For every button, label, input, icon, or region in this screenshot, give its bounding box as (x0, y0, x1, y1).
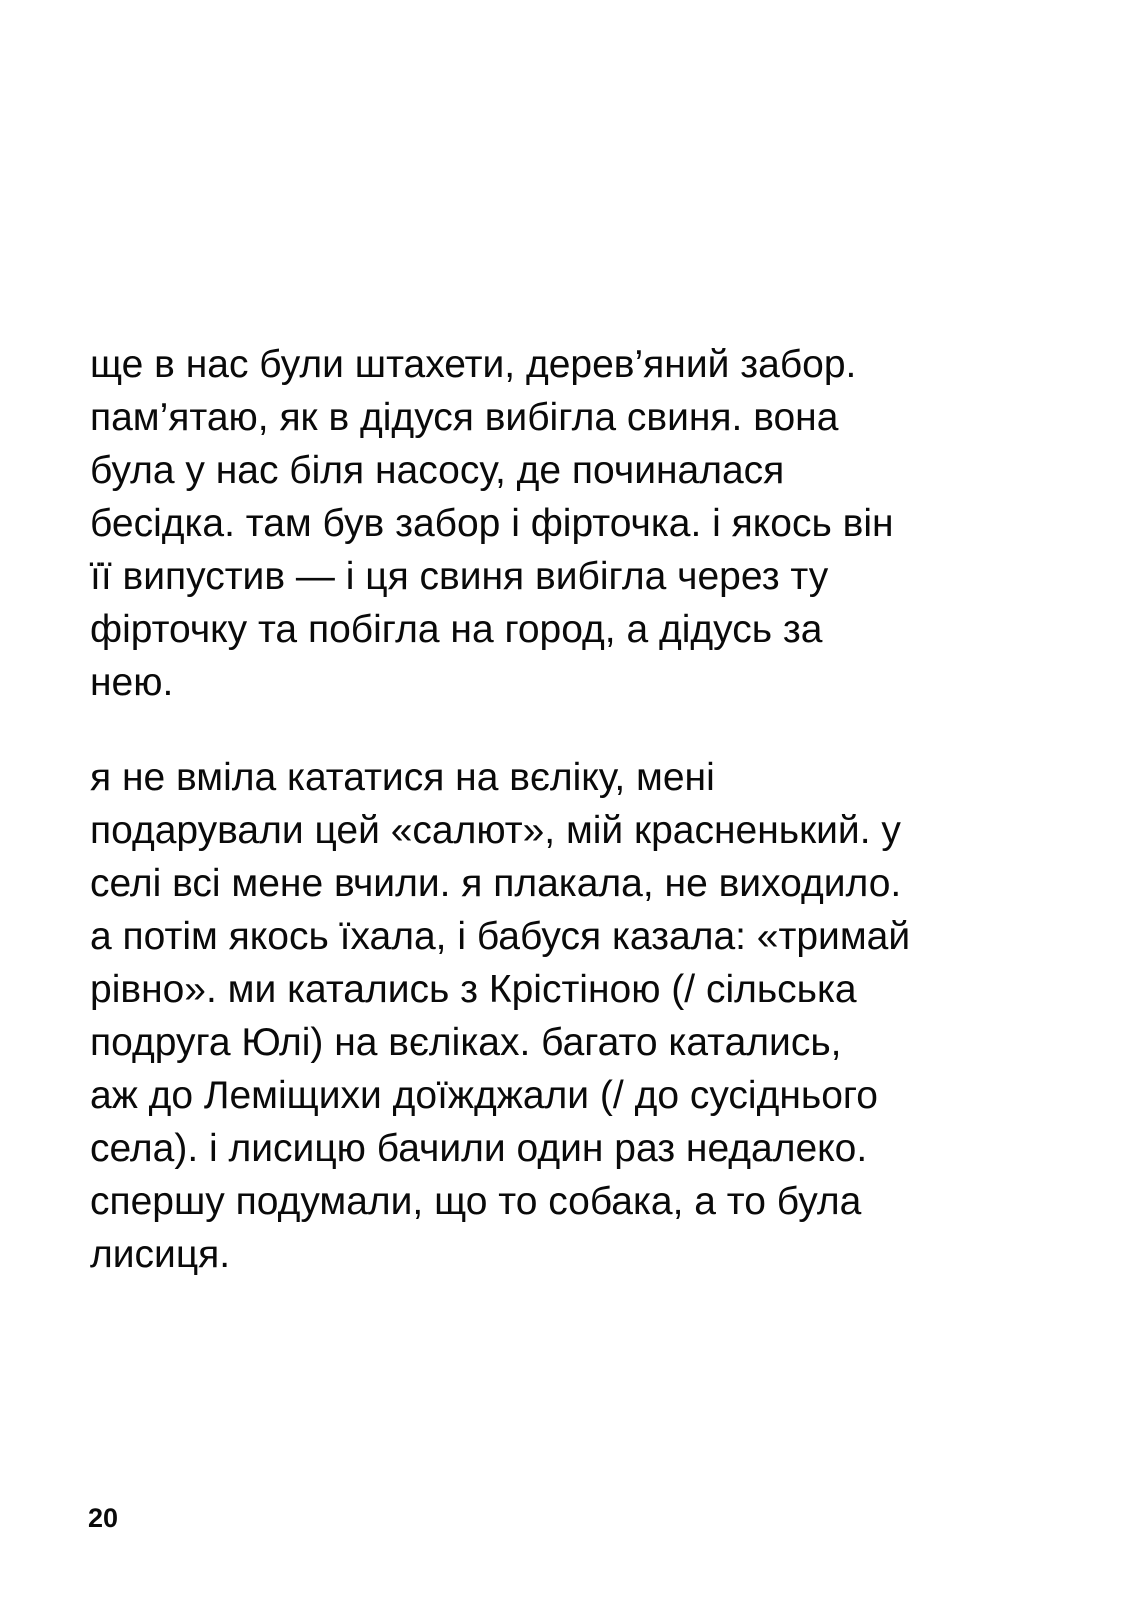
text-line: рівно». ми катались з Крістіною (/ сільська (90, 968, 857, 1011)
text-line: нею. (90, 661, 174, 704)
paragraph-2 (90, 751, 1050, 1281)
paragraph-1 (90, 338, 1050, 709)
text-line: подруга Юлі) на вєліках. багато катались, (90, 1021, 842, 1064)
text-line: фірточку та побігла на город, а дідусь за (90, 608, 823, 651)
text-line: села). і лисицю бачили один раз недалеко. (90, 1127, 868, 1170)
text-line: подарували цей «салют», мій красненький. у (90, 809, 901, 852)
text-line: селі всі мене вчили. я плакала, не виходило. (90, 862, 902, 905)
text-line: бесідка. там був забор і фірточка. і якось він (90, 502, 894, 545)
text-line: ще в нас були штахети, дерев’яний забор. (90, 343, 857, 386)
page-number: 20 (88, 1503, 119, 1533)
text-line: спершу подумали, що то собака, а то була (90, 1180, 862, 1223)
text-line: я не вміла кататися на вєліку, мені (90, 756, 715, 799)
text-line: була у нас біля насосу, де починалася (90, 449, 785, 492)
text-line: пам’ятаю, як в дідуся вибігла свиня. вона (90, 396, 839, 439)
text-line: її випустив — і ця свиня вибігла через ту (90, 555, 829, 598)
text-line: а потім якось їхала, і бабуся казала: «тримай (90, 915, 911, 958)
text-line: аж до Леміщихи доїжджали (/ до сусіднього (90, 1074, 878, 1117)
text-line: лисиця. (90, 1233, 231, 1276)
